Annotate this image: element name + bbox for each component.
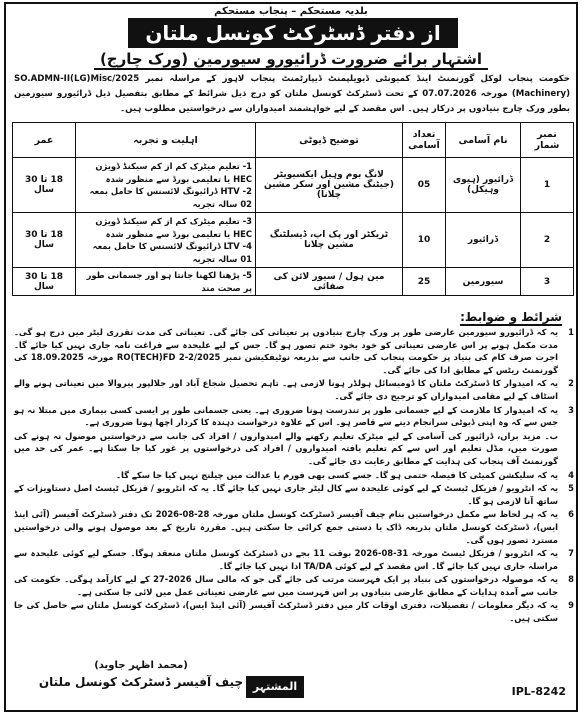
table-row <box>13 213 574 268</box>
term-number: 1 <box>568 327 574 337</box>
intro-paragraph: حکومت پنجاب لوکل گورنمنٹ اینڈ کمیونٹی ڈیویلپمنٹ ڈیپارٹمنٹ پنجاب لاہور کے مراسلہ نمبر SO.ADMN-II(LG)Misc/2025 (Machinery) مورخہ 07.07.2026 کے تحت ڈسٹرکٹ کونسل ملتان کو درج ذیل شرائط کے مطابق بتفصیل ذیل ڈرائیورو سیورمین بطور ورک چارج بنیادوں پر درکار ہیں۔ اس مقصد کے لیے خواہشمند امیدواران سے درخواستیں مطلوب ہیں۔ <box>14 74 570 114</box>
term-text: یہ کہ ڈرائیورو سیورمین عارضی طور پر ورک چارج بنیادوں پر تعیناتی کی جائے گی۔ تعیناتی کی مدت تقرری لیٹر میں درج ہو گی۔ مدت مکمل ہونے پر اس عارضی تعیناتی کو خود بخود ختم تصور ہو گا۔ جس کے لیے علیحدہ سے فراغت نامہ جاری نہیں کیا جائے گا۔ اجرت صرف کام کی بنیاد پر حکومت پنجاب کی جانب سے بذریعہ نوٹیفکیشن نمبر RO(TECH)FD 2-2/2025 مورخہ 18.09.2025 کی گورنمنٹ ریٹس کے مطابق ادا کی جائے گی۔ <box>14 327 558 375</box>
row-age: 18 تا 30 سال <box>13 158 76 213</box>
col-qualification-header: اہلیت و تجربہ <box>76 123 256 158</box>
header-slogan: بلدیہ مستحکم – پنجاب مستحکم <box>214 6 368 17</box>
term-item <box>14 482 574 507</box>
term-item <box>14 469 574 482</box>
term-text: یہ کہ انٹرویو / فزیکل ٹیسٹ کے لیے کوئی علیحدہ سے کال لیٹر جاری نہیں کیا جائے گا۔ یہ کہ انٹرویو / فزیکل ٹیسٹ اصل دستاویزات کے ساتھ آنا لازمی ہو گا۔ <box>14 483 558 506</box>
qualification-line: 2- HTV ڈرائیونگ لائسنس کا حامل بمعہ 02 سالہ تجربہ <box>89 186 252 209</box>
term-item <box>14 404 574 429</box>
row-qualification <box>76 158 256 213</box>
term-item <box>14 599 574 624</box>
term-number <box>558 430 574 468</box>
signature-block <box>16 660 266 689</box>
row-qualification <box>76 213 256 268</box>
term-text: یہ کہ موصولہ درخواستوں کی بنیاد پر ایک فہرست مرتب کی جائے گی جو کہ مالی سال 2026-27 کے لیے کارآمد ہوگی۔ حکومت کی جانب سے آمدہ ہدایات کے مطابق عارضی بنیادوں پر اس فہرست میں سے عارضی تعیناتی عمل میں لائی جا سکتی ہے۔ <box>14 574 559 597</box>
term-number: 4 <box>568 469 574 480</box>
term-number: 3 <box>568 404 574 415</box>
signatory-name: (محمد اظہر جاوید) <box>94 660 188 671</box>
term-number: 8 <box>568 574 574 585</box>
term-item <box>14 547 574 572</box>
row-count: 10 <box>403 213 446 268</box>
col-post-header: نام آسامی <box>446 123 521 158</box>
row-post: سیورمین <box>446 268 521 296</box>
row-age: 18 تا 30 سال <box>13 213 76 268</box>
table-row <box>13 158 574 213</box>
row-post: ڈرائیور (ہیوی وہیکل) <box>446 158 521 213</box>
signatory-title: چیف آفیسر ڈسٹرکٹ کونسل ملتان <box>38 675 244 689</box>
row-serial: 3 <box>521 268 574 296</box>
term-text: یہ کہ ہر لحاظ سے مکمل درخواستیں بنام چیف آفیسر ڈسٹرکٹ کونسل ملتان مورخہ 28-08-2026 تک دفتر ڈسٹرکٹ آفیسر (آئی اینڈ ایس)، ڈسٹرکٹ کونسل ملتان بذریعہ ڈاک یا دستی جمع کرائی جا سکتی ہیں۔ مقررہ تاریخ کے بعد موصول ہونے والی درخواستیں مسترد تصور ہوں گی۔ <box>14 509 558 545</box>
col-age-header: عمر <box>13 123 76 158</box>
term-number: 9 <box>568 600 574 611</box>
term-text: یہ کہ امیدوار کا ڈسٹرکٹ ملتان کا ڈومیسائل ہولڈر ہونا لازمی ہے۔ تاہم تحصیل شجاع آباد اور جلالپور پیروالا میں تعیناتی ہونے والے اسٹاف کے لیے مقامی امیدواران کو ترجیح دی جائے گی۔ <box>14 378 558 401</box>
term-item <box>14 430 574 468</box>
row-age: 18 تا 30 سال <box>13 268 76 296</box>
terms-list <box>14 326 574 626</box>
qualification-line: 4- LTV ڈرائیونگ لائسنس کا حامل بمعہ 01 سالہ تجربہ <box>92 241 252 264</box>
table-row <box>13 268 574 296</box>
vacancy-table-header <box>13 123 574 158</box>
term-number: 2 <box>568 378 574 389</box>
term-text: ب۔ مزید براں، ڈرائیور کی آسامی کے لیے میٹرک تعلیم رکھنے والے امیدواروں / افراد کی جانب سے درخواستیں موصول نہ ہونے کی صورت میں، مڈل تعلیم اور اس سے کم تعلیم یافتہ امیدواروں / افراد کی درخواستوں پر غور کیا جا سکتا ہے۔ عمر کی حد میں گورنمنٹ آف پنجاب کی ہدایت کے مطابق رعایت دی جائے گی۔ <box>14 430 558 466</box>
vacancy-table <box>12 122 574 296</box>
row-duty: مین ہول / سیور لائن کی صفائی <box>256 268 403 296</box>
qualification-line: 5- پڑھنا لکھنا جانتا ہو اور جسمانی طور پر صحت مند <box>86 270 252 293</box>
term-item <box>14 508 574 546</box>
col-serial-header: نمبر شمار <box>521 123 574 158</box>
row-count: 25 <box>403 268 446 296</box>
col-count-header: تعداد آسامی <box>403 123 446 158</box>
row-post: ڈرائیور <box>446 213 521 268</box>
terms-heading: شرائط و ضوابط: <box>460 310 562 324</box>
advertisement-page <box>4 2 578 712</box>
term-number: 7 <box>568 548 574 559</box>
row-duty: لانگ بوم وہیل ایکسیویٹر (جیٹنگ مشین اور سکر مشین چلانا) <box>256 158 403 213</box>
term-number: 5 <box>568 483 574 494</box>
term-number: 6 <box>568 509 574 520</box>
row-serial: 1 <box>521 158 574 213</box>
row-qualification <box>76 268 256 296</box>
term-text: یہ کہ امیدوار کا ملازمت کے لیے جسمانی طور پر تندرست ہونا ضروری ہے۔ یعنی جسمانی طور پر ایسی کسی بیماری میں مبتلا نہ ہو جس سے کہ وہ اپنی ڈیوٹی سرانجام دینے سے قاصر ہو۔ اس کے علاوہ درخواست دہندہ کا کردار اچھا ہونا ضروری ہے۔ <box>14 404 558 428</box>
row-duty: ٹریکٹر اور پک اپ، ڈیسلٹنگ مشین چلانا <box>256 213 403 268</box>
term-item <box>14 573 574 598</box>
publisher-badge: المشتہر <box>246 676 304 698</box>
col-duty-header: توضیح ڈیوٹی <box>256 123 403 158</box>
term-text: یہ کہ انٹرویو / فزیکل ٹیسٹ مورخہ 31-08-2026 بوقت 11 بجے دن ڈسٹرکٹ کونسل ملتان منعقد ہوگا۔ جسکے لیے کوئی علیحدہ سے مراسلہ جاری نہیں کیا جائے گا۔ اس مقصد کے لیے کوئی TA/DA ادا نہیں کیا جائے گا۔ <box>14 548 558 571</box>
qualification-line: 1- تعلیم میٹرک کم از کم سیکنڈ ڈویژن HEC یا تعلیمی بورڈ سے منظور شدہ <box>95 161 252 184</box>
row-count: 05 <box>403 158 446 213</box>
row-serial: 2 <box>521 213 574 268</box>
term-item <box>14 377 574 402</box>
ad-subtitle <box>6 50 576 68</box>
ad-subtitle-text: اشتہار برائے ضرورت ڈرائیورو سیورمین (ورک چارج) <box>94 50 488 70</box>
office-title-banner: از دفتر ڈسٹرکٹ کونسل ملتان <box>128 18 458 48</box>
term-item <box>14 326 574 376</box>
term-text: یہ کہ سلیکشن کمیٹی کا فیصلہ حتمی ہو گا۔ جسے کسی بھی فورم یا عدالت میں چیلنج نہیں کیا جا سکے گا۔ <box>116 469 558 480</box>
qualification-line: 3- تعلیم میٹرک کم از کم سیکنڈ ڈویژن HEC یا تعلیمی بورڈ سے منظور شدہ <box>95 216 252 239</box>
ipl-code: IPL-8242 <box>511 685 566 698</box>
term-text: یہ کہ دیگر معلومات / تفصیلات، دفتری اوقات کار میں دفتر ڈسٹرکٹ آفیسر (آئی اینڈ ایس)، ڈسٹرکٹ کونسل ملتان سے حاصل کی جا سکتی ہیں۔ <box>14 600 558 624</box>
